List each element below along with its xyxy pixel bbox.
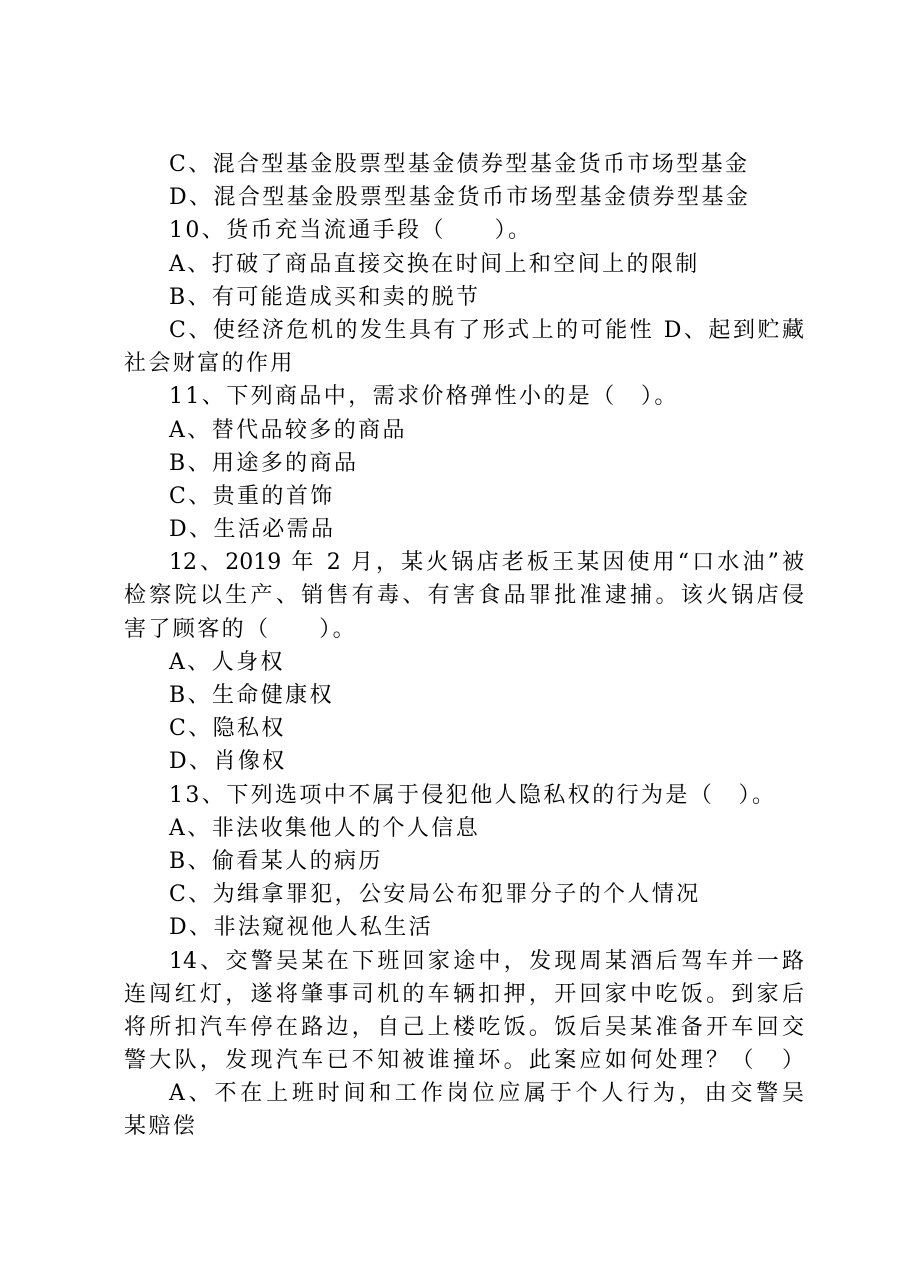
- document-page: [124, 148, 804, 1144]
- option-11c: C、贵重的首饰: [169, 483, 335, 509]
- option-11b: B、用途多的商品: [169, 450, 359, 476]
- option-9d: D、混合型基金股票型基金货币市场型基金债券型基金: [169, 185, 751, 211]
- option-11d: D、生活必需品: [169, 517, 336, 543]
- option-10d-continued: 社会财富的作用: [124, 351, 295, 377]
- question-14: 14、交警吴某在下班回家途中，发现周某酒后驾车并一路: [169, 948, 804, 974]
- question-11: 11、下列商品中，需求价格弹性小的是（ ）。: [169, 384, 679, 410]
- option-10a: A、打破了商品直接交换在时间上和空间上的限制: [169, 251, 700, 277]
- question-14-continued-2: 将所扣汽车停在路边，自己上楼吃饭。饭后吴某准备开车回交: [124, 1014, 804, 1040]
- option-14a-continued: 某赔偿: [124, 1114, 198, 1140]
- option-9c: C、混合型基金股票型基金债券型基金货币市场型基金: [169, 152, 750, 177]
- option-13c: C、为缉拿罪犯，公安局公布犯罪分子的个人情况: [169, 882, 701, 908]
- option-12d: D、肖像权: [169, 749, 287, 775]
- question-14-continued-3: 警大队，发现汽车已不知被谁撞坏。此案应如何处理？（ ）: [124, 1048, 804, 1074]
- option-10b: B、有可能造成买和卖的脱节: [169, 284, 481, 310]
- question-12: 12、2019 年 2 月，某火锅店老板王某因使用“口水油”被: [169, 550, 804, 576]
- option-13a: A、非法收集他人的个人信息: [169, 815, 481, 841]
- question-13: 13、下列选项中不属于侵犯他人隐私权的行为是（ ）。: [169, 782, 777, 808]
- option-11a: A、替代品较多的商品: [169, 417, 407, 443]
- option-14a: A、不在上班时间和工作岗位应属于个人行为，由交警吴: [169, 1081, 804, 1107]
- option-12c: C、隐私权: [169, 716, 286, 742]
- option-12a: A、人身权: [169, 649, 285, 675]
- question-10: 10、货币充当流通手段（ ）。: [169, 218, 533, 244]
- option-12b: B、生命健康权: [169, 683, 334, 708]
- option-13b: B、偷看某人的病历: [169, 848, 383, 874]
- option-10c-10d: C、使经济危机的发生具有了形式上的可能性 D、起到贮藏: [169, 317, 804, 343]
- question-12-end: 害了顾客的（ ）。: [124, 616, 358, 642]
- option-13d: D、非法窥视他人私生活: [169, 915, 434, 941]
- question-14-continued-1: 连闯红灯，遂将肇事司机的车辆扣押，开回家中吃饭。到家后: [124, 981, 804, 1007]
- question-12-continued: 检察院以生产、销售有毒、有害食品罪批准逮捕。该火锅店侵: [124, 583, 804, 609]
